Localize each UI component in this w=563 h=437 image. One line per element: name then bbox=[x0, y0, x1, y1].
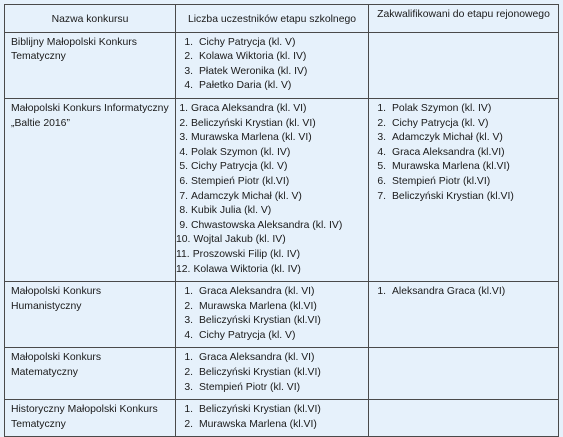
list-item-number: 3. bbox=[184, 65, 193, 77]
school-stage-participant bbox=[176, 418, 368, 433]
participant-name: Cichy Patrycja (kl. V) bbox=[191, 161, 288, 173]
list-item-number: 1. bbox=[377, 102, 386, 114]
qualified-participant bbox=[369, 175, 558, 190]
school-stage-participant bbox=[176, 131, 368, 146]
qualified-cell bbox=[369, 32, 559, 98]
participant-name: Cichy Patrycja (kl. V) bbox=[199, 36, 296, 48]
header-qualified: Zakwalifikowani do etapu rejonowego bbox=[369, 5, 559, 33]
list-item-number: 4. bbox=[184, 80, 193, 92]
participant-name: Graca Aleksandra (kl.VI) bbox=[392, 146, 505, 158]
list-item-number: 2. bbox=[184, 51, 193, 63]
school-stage-list bbox=[176, 285, 368, 343]
school-stage-participant bbox=[176, 219, 368, 234]
list-item-number: 1. bbox=[184, 36, 193, 48]
contest-name-cell: Małopolski Konkurs Humanistyczny bbox=[5, 282, 176, 348]
participant-name: Beliczyński Krystian (kl.VI) bbox=[199, 367, 321, 379]
school-stage-list bbox=[176, 36, 368, 94]
qualified-participant bbox=[369, 160, 558, 175]
school-stage-participant bbox=[176, 403, 368, 418]
list-item-number: 11. bbox=[176, 248, 190, 260]
school-stage-participant bbox=[176, 314, 368, 329]
contest-name-cell: Małopolski Konkurs Matematyczny bbox=[5, 348, 176, 400]
list-item-number: 4. bbox=[184, 329, 193, 341]
school-stage-participant bbox=[176, 329, 368, 344]
school-stage-participant bbox=[176, 146, 368, 161]
school-stage-participant bbox=[176, 102, 368, 117]
qualified-cell bbox=[369, 282, 559, 348]
participant-name: Murawska Marlena (kl.VI) bbox=[199, 300, 317, 312]
school-stage-participant bbox=[176, 36, 368, 51]
list-item-number: 10. bbox=[176, 234, 191, 246]
qualified-participant bbox=[369, 285, 558, 300]
table-row bbox=[5, 98, 559, 281]
qualified-participant bbox=[369, 146, 558, 161]
participant-name: Graca Aleksandra (kl. VI) bbox=[199, 286, 315, 298]
qualified-list bbox=[369, 102, 558, 204]
list-item-number: 1. bbox=[184, 404, 193, 416]
school-stage-participant bbox=[176, 65, 368, 80]
school-stage-cell bbox=[176, 400, 369, 437]
list-item-number: 2. bbox=[184, 367, 193, 379]
school-stage-cell bbox=[176, 32, 369, 98]
qualified-participant bbox=[369, 131, 558, 146]
participant-name: Stempień Piotr (kl. VI) bbox=[199, 381, 301, 393]
list-item-number: 5. bbox=[179, 161, 188, 173]
qualified-participant bbox=[369, 117, 558, 132]
participant-name: Beliczyński Krystian (kl.VI) bbox=[199, 404, 321, 416]
participant-name: Kolawa Wiktoria (kl. IV) bbox=[193, 263, 301, 275]
school-stage-participant bbox=[176, 50, 368, 65]
school-stage-participant bbox=[176, 204, 368, 219]
list-item-number: 6. bbox=[377, 175, 386, 187]
school-stage-list bbox=[176, 403, 368, 432]
participant-name: Stempień Piotr (kl.VI) bbox=[392, 175, 491, 187]
school-stage-participant bbox=[176, 175, 368, 190]
list-item-number: 7. bbox=[179, 190, 188, 202]
list-item-number: 3. bbox=[184, 315, 193, 327]
participant-name: Kubik Julia (kl. V) bbox=[191, 205, 272, 217]
table-row bbox=[5, 282, 559, 348]
table-row bbox=[5, 32, 559, 98]
list-item-number: 1. bbox=[184, 352, 193, 364]
contest-name-cell: Historyczny Małopolski Konkurs Tematyczny bbox=[5, 400, 176, 437]
school-stage-participant bbox=[176, 190, 368, 205]
school-stage-list bbox=[176, 102, 368, 277]
list-item-number: 1. bbox=[184, 286, 193, 298]
list-item-number: 3. bbox=[377, 132, 386, 144]
contest-name-cell: Biblijny Małopolski Konkurs Tematyczny bbox=[5, 32, 176, 98]
header-school-stage: Liczba uczestników etapu szkolnego bbox=[176, 5, 369, 33]
school-stage-participant bbox=[176, 366, 368, 381]
participant-name: Beliczyński Krystian (kl.VI) bbox=[199, 315, 321, 327]
qualified-participant bbox=[369, 190, 558, 205]
participant-name: Adamczyk Michał (kl. V) bbox=[191, 190, 302, 202]
list-item-number: 3. bbox=[179, 132, 188, 144]
school-stage-participant bbox=[176, 117, 368, 132]
school-stage-participant bbox=[176, 381, 368, 396]
school-stage-cell bbox=[176, 348, 369, 400]
qualified-participant bbox=[369, 102, 558, 117]
list-item-number: 4. bbox=[377, 146, 386, 158]
participant-name: Beliczyński Krystian (kl. VI) bbox=[191, 117, 316, 129]
table-row bbox=[5, 400, 559, 437]
school-stage-participant bbox=[176, 248, 368, 263]
participant-name: Cichy Patrycja (kl. V) bbox=[199, 329, 296, 341]
participant-name: Adamczyk Michał (kl. V) bbox=[392, 132, 503, 144]
contest-name-cell: Małopolski Konkurs Informatyczny „Baltie 2016” bbox=[5, 98, 176, 281]
participant-name: Wojtal Jakub (kl. IV) bbox=[193, 234, 286, 246]
list-item-number: 2. bbox=[184, 300, 193, 312]
school-stage-participant bbox=[176, 79, 368, 94]
school-stage-participant bbox=[176, 233, 368, 248]
participant-name: Graca Aleksandra (kl. VI) bbox=[191, 102, 307, 114]
participant-name: Murawska Marlena (kl.VI) bbox=[199, 418, 317, 430]
list-item-number: 1. bbox=[377, 286, 386, 298]
participant-name: Pałetko Daria (kl. V) bbox=[199, 80, 292, 92]
school-stage-participant bbox=[176, 300, 368, 315]
list-item-number: 5. bbox=[377, 161, 386, 173]
list-item-number: 1. bbox=[179, 102, 188, 114]
list-item-number: 9. bbox=[179, 219, 188, 231]
table-row bbox=[5, 348, 559, 400]
table-body bbox=[5, 32, 559, 437]
participant-name: Cichy Patrycja (kl. V) bbox=[392, 117, 489, 129]
list-item-number: 2. bbox=[184, 418, 193, 430]
participant-name: Murawska Marlena (kl.VI) bbox=[392, 161, 510, 173]
list-item-number: 7. bbox=[377, 190, 386, 202]
list-item-number: 8. bbox=[179, 205, 188, 217]
qualified-cell bbox=[369, 98, 559, 281]
school-stage-list bbox=[176, 351, 368, 395]
participant-name: Stempień Piotr (kl.VI) bbox=[191, 175, 290, 187]
list-item-number: 12. bbox=[176, 263, 191, 275]
participant-name: Graca Aleksandra (kl. VI) bbox=[199, 352, 315, 364]
school-stage-cell bbox=[176, 282, 369, 348]
participant-name: Płatek Weronika (kl. IV) bbox=[199, 65, 308, 77]
contest-table-container bbox=[4, 4, 558, 437]
qualified-list bbox=[369, 285, 558, 300]
participant-name: Polak Szymon (kl. IV) bbox=[191, 146, 291, 158]
qualified-cell bbox=[369, 348, 559, 400]
school-stage-participant bbox=[176, 285, 368, 300]
participant-name: Polak Szymon (kl. IV) bbox=[392, 102, 492, 114]
school-stage-participant bbox=[176, 351, 368, 366]
list-item-number: 4. bbox=[179, 146, 188, 158]
qualified-cell bbox=[369, 400, 559, 437]
list-item-number: 3. bbox=[184, 381, 193, 393]
participant-name: Proszowski Filip (kl. IV) bbox=[192, 248, 301, 260]
list-item-number: 6. bbox=[179, 175, 188, 187]
table-header-row bbox=[5, 5, 559, 33]
participant-name: Beliczyński Krystian (kl.VI) bbox=[392, 190, 514, 202]
list-item-number: 2. bbox=[377, 117, 386, 129]
school-stage-participant bbox=[176, 160, 368, 175]
participant-name: Kolawa Wiktoria (kl. IV) bbox=[199, 51, 307, 63]
participant-name: Chwastowska Aleksandra (kl. IV) bbox=[191, 219, 343, 231]
school-stage-participant bbox=[176, 263, 368, 278]
contest-results-table bbox=[4, 4, 559, 437]
participant-name: Aleksandra Graca (kl.VI) bbox=[392, 286, 506, 298]
header-contest-name: Nazwa konkursu bbox=[5, 5, 176, 33]
list-item-number: 2. bbox=[179, 117, 188, 129]
participant-name: Murawska Marlena (kl. VI) bbox=[191, 132, 312, 144]
school-stage-cell bbox=[176, 98, 369, 281]
